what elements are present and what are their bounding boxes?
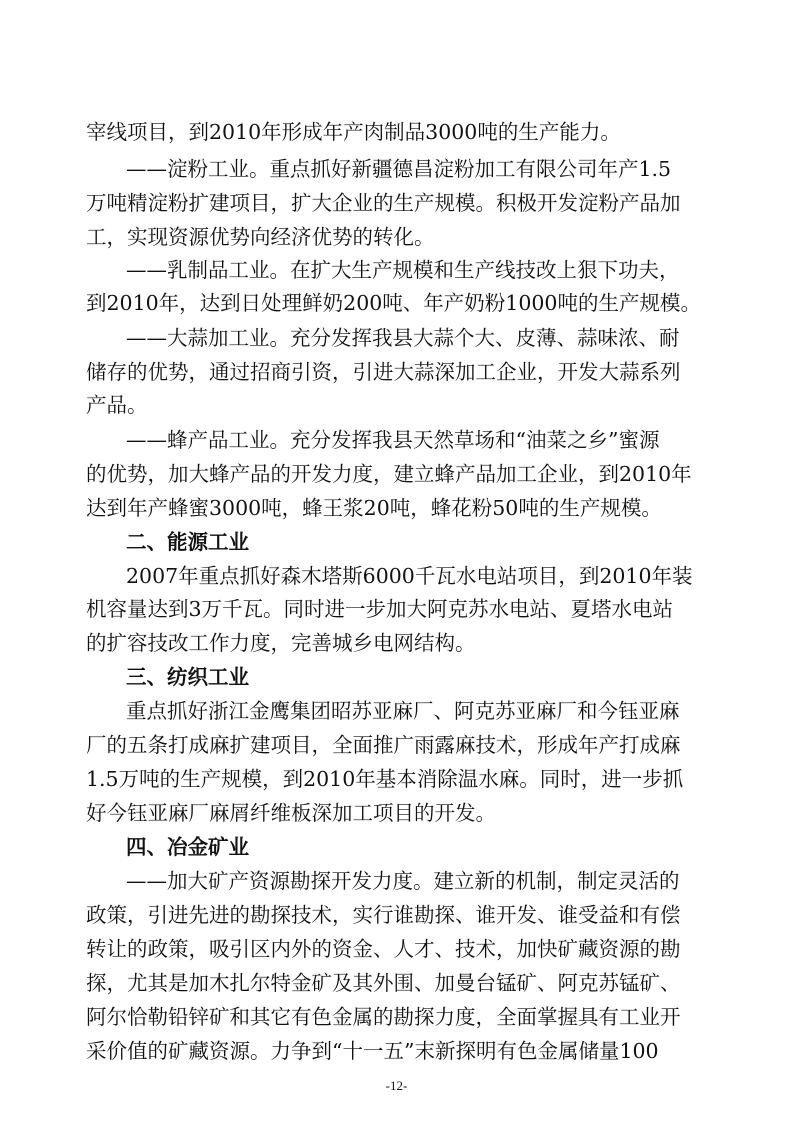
text-line: ——乳制品工业。在扩大生产规模和生产线技改上狠下功夫， xyxy=(126,258,680,282)
text-line: 到2010年，达到日处理鲜奶200吨、年产奶粉1000吨的生产规模。 xyxy=(86,291,701,315)
text-line: 2007年重点抓好森木塔斯6000千瓦水电站项目，到2010年装 xyxy=(126,564,693,588)
text-line: 的扩容技改工作力度，完善城乡电网结构。 xyxy=(86,631,476,655)
text-line: 万吨精淀粉扩建项目，扩大企业的生产规模。积极开发淀粉产品加 xyxy=(86,191,681,215)
text-line: ——大蒜加工业。充分发挥我县大蒜个大、皮薄、蒜味浓、耐 xyxy=(126,326,680,350)
text-line: 政策，引进先进的勘探技术，实行谁勘探、谁开发、谁受益和有偿 xyxy=(86,903,681,927)
text-line: 厂的五条打成麻扩建项目，全面推广雨露麻技术，形成年产打成麻 xyxy=(86,733,681,757)
text-line: 好今钰亚麻厂麻屑纤维板深加工项目的开发。 xyxy=(86,801,496,825)
text-line: 宰线项目，到2010年形成年产肉制品3000吨的生产能力。 xyxy=(86,120,621,144)
text-line: ——淀粉工业。重点抓好新疆德昌淀粉加工有限公司年产1.5 xyxy=(126,157,672,181)
text-line: 机容量达到3万千瓦。同时进一步加大阿克苏水电站、夏塔水电站 xyxy=(86,597,674,621)
text-line: 探，尤其是加木扎尔特金矿及其外围、加曼台锰矿、阿克苏锰矿、 xyxy=(86,971,681,995)
text-line: ——加大矿产资源勘探开发力度。建立新的机制，制定灵活的 xyxy=(126,869,680,893)
text-line: 储存的优势，通过招商引资，引进大蒜深加工企业，开发大蒜系列 xyxy=(86,360,681,384)
text-line: 的优势，加大蜂产品的开发力度，建立蜂产品加工企业，到2010年 xyxy=(86,462,692,486)
text-line: 采价值的矿藏资源。力争到“十一五”末新探明有色金属储量100 xyxy=(86,1039,659,1063)
section-heading: 三、纺织工业 xyxy=(126,665,249,689)
text-line: 产品。 xyxy=(86,393,148,417)
text-line: 达到年产蜂蜜3000吨，蜂王浆20吨，蜂花粉50吨的生产规模。 xyxy=(86,496,662,520)
section-heading: 四、冶金矿业 xyxy=(126,835,249,859)
text-line: 转让的政策，吸引区内外的资金、人才、技术，加快矿藏资源的勘 xyxy=(86,937,681,961)
text-line: 阿尔恰勒铅锌矿和其它有色金属的勘探力度，全面掌握具有工业开 xyxy=(86,1005,681,1029)
text-line: 1.5万吨的生产规模，到2010年基本消除温水麻。同时，进一步抓 xyxy=(86,767,684,791)
text-line: 工，实现资源优势向经济优势的转化。 xyxy=(86,225,435,249)
text-line: 重点抓好浙江金鹰集团昭苏亚麻厂、阿克苏亚麻厂和今钰亚麻 xyxy=(126,699,680,723)
text-line: ——蜂产品工业。充分发挥我县天然草场和“油菜之乡”蜜源 xyxy=(126,428,660,452)
page-number: -12- xyxy=(385,1078,408,1093)
section-heading: 二、能源工业 xyxy=(126,530,249,554)
